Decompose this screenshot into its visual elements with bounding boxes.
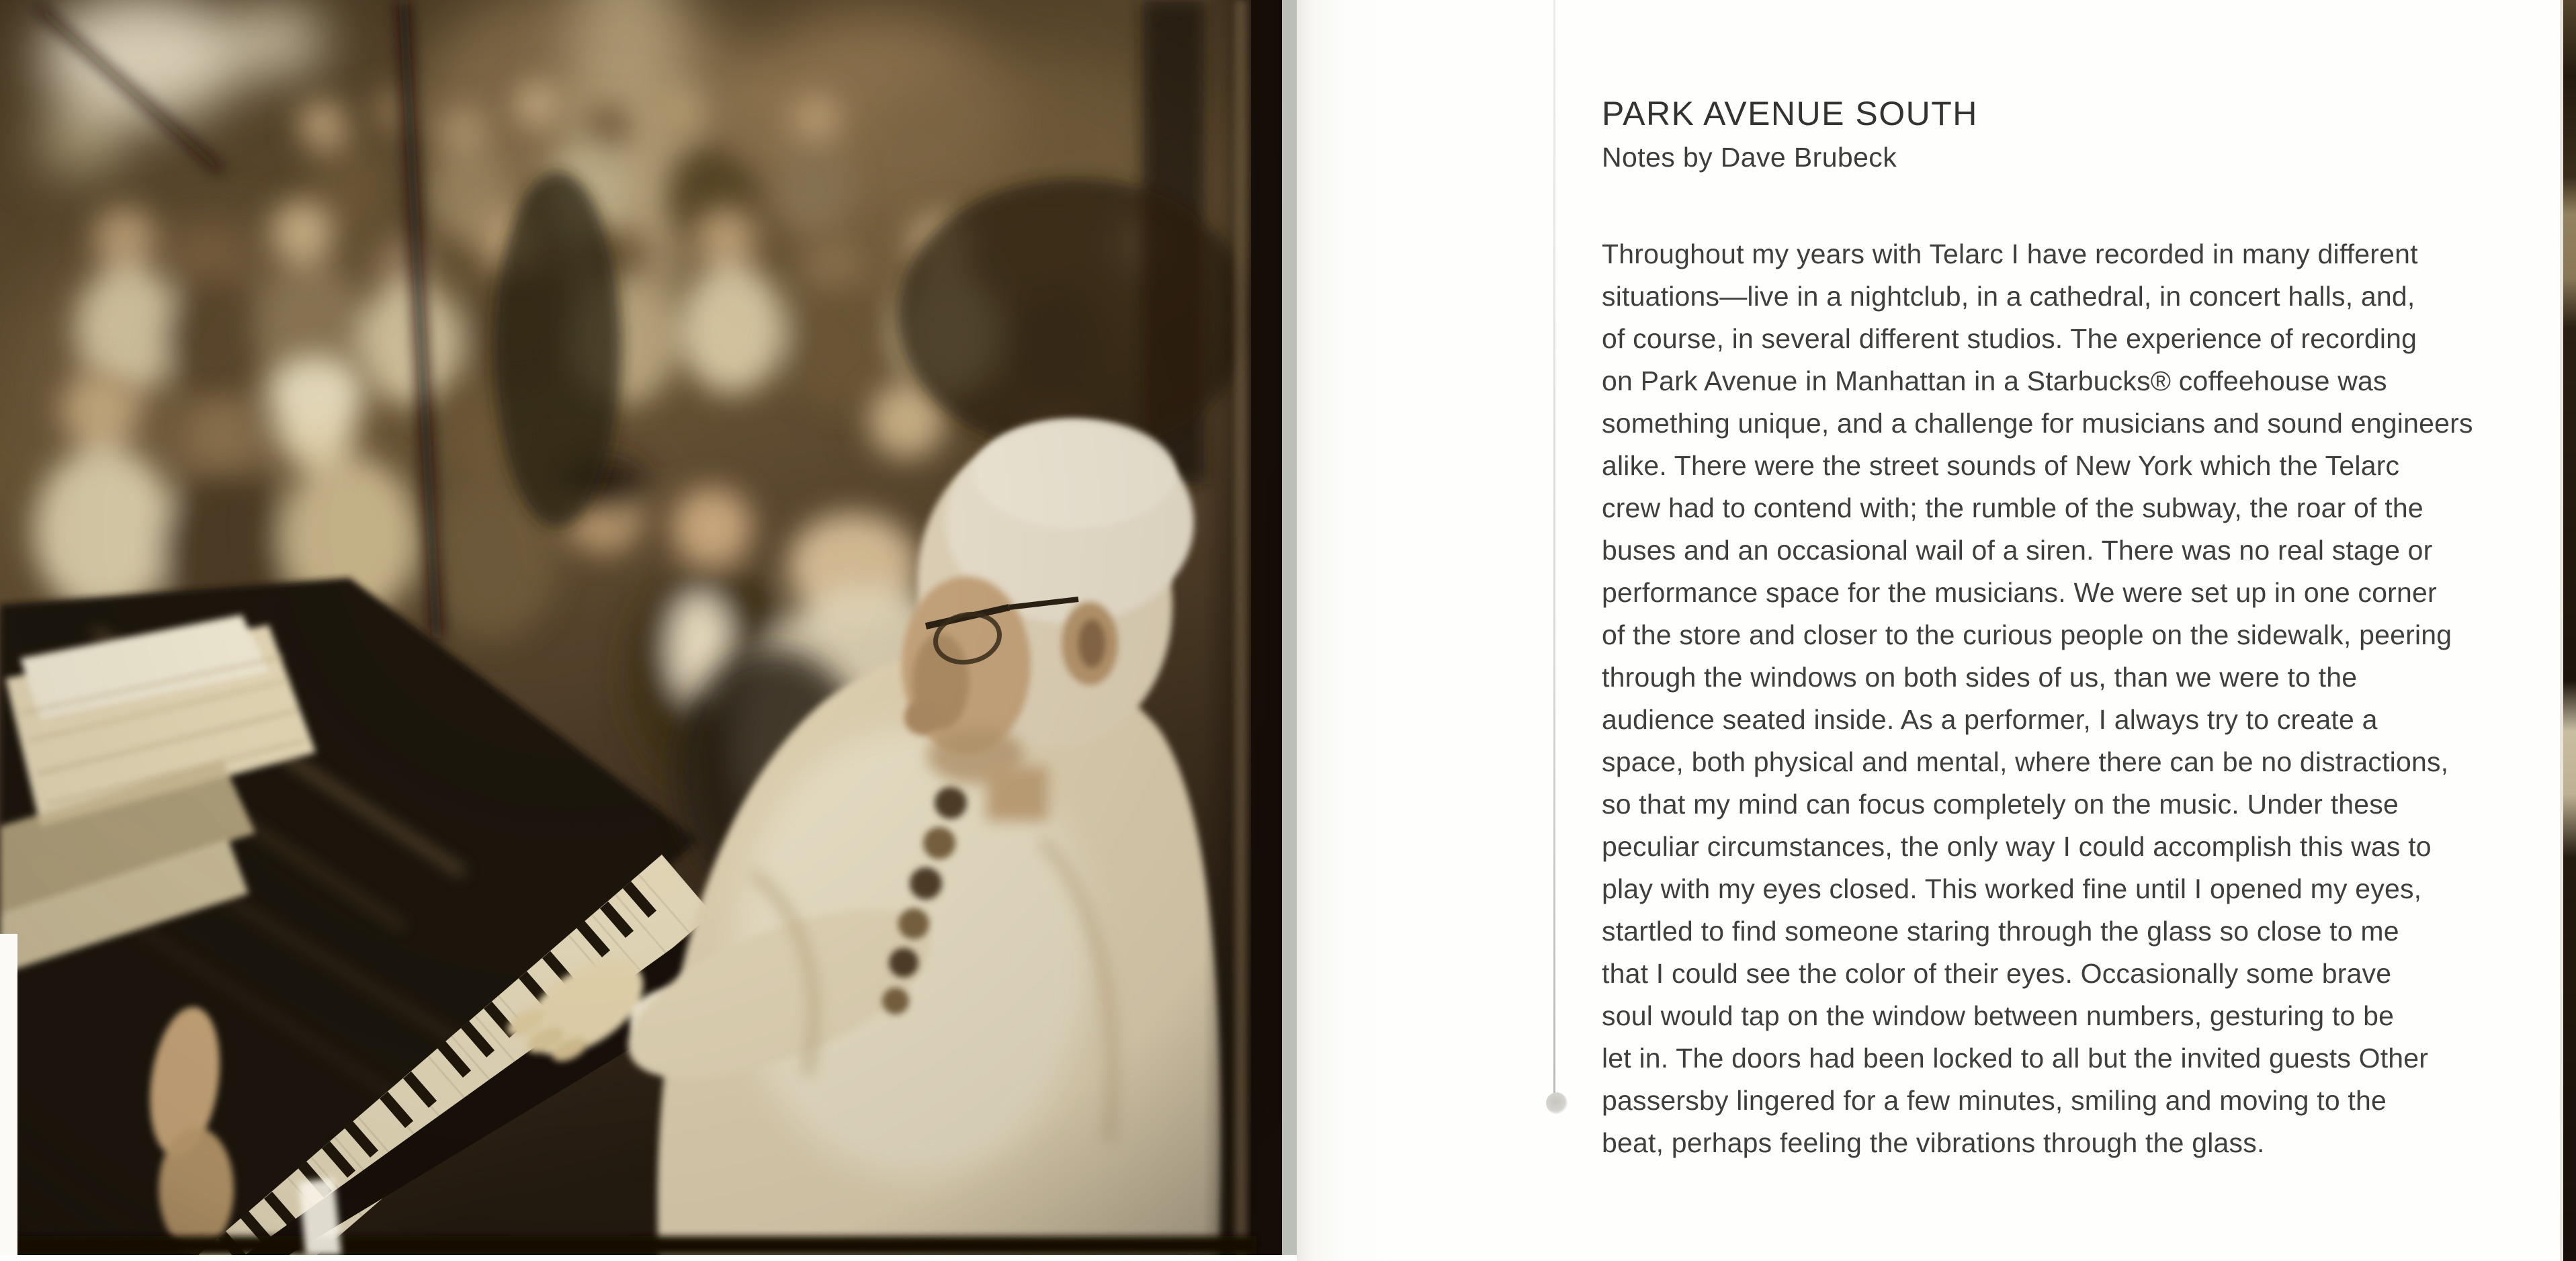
text-line: performance space for the musicians. We were set up in one corner	[1602, 577, 2437, 608]
text-line: beat, perhaps feeling the vibrations through the glass.	[1602, 1127, 2265, 1158]
text-line: of course, in several different studios. The experience of recording	[1602, 323, 2417, 354]
page-subtitle: Notes by Dave Brubeck	[1602, 142, 1897, 173]
page-title: PARK AVENUE SOUTH	[1602, 95, 1978, 132]
text-line: peculiar circumstances, the only way I could accomplish this was to	[1602, 831, 2432, 862]
text-line: on Park Avenue in Manhattan in a Starbucks® coffeehouse was	[1602, 365, 2387, 396]
liner-notes-paragraph	[1602, 233, 2542, 1164]
text-line: that I could see the color of their eyes. Occasionally some brave	[1602, 958, 2392, 989]
text-line: alike. There were the street sounds of New York which the Telarc	[1602, 450, 2400, 481]
text-line: soul would tap on the window between numbers, gesturing to be	[1602, 1000, 2395, 1031]
text-line: so that my mind can focus completely on the music. Under these	[1602, 789, 2399, 820]
page-crease	[1553, 0, 1555, 1102]
text-line: startled to find someone staring through the glass so close to me	[1602, 916, 2399, 947]
text-line: through the windows on both sides of us, than we were to the	[1602, 662, 2358, 693]
text-line: play with my eyes closed. This worked fine until I opened my eyes,	[1602, 873, 2422, 904]
text-line: let in. The doors had been locked to all but the invited guests Other	[1602, 1043, 2429, 1074]
text-line: something unique, and a challenge for musicians and sound engineers	[1602, 408, 2473, 439]
text-line: space, both physical and mental, where there can be no distractions,	[1602, 746, 2449, 777]
photo-right-edge	[1203, 0, 1297, 1255]
text-line: audience seated inside. As a performer, I always try to create a	[1602, 704, 2378, 735]
text-line: crew had to contend with; the rumble of the subway, the roar of the	[1602, 492, 2423, 523]
page-crease-dot	[1546, 1092, 1568, 1114]
text-line: situations—live in a nightclub, in a cathedral, in concert halls, and,	[1602, 281, 2415, 312]
text-line: passersby lingered for a few minutes, smiling and moving to the	[1602, 1085, 2387, 1116]
text-line: Throughout my years with Telarc I have recorded in many different	[1602, 238, 2418, 269]
text-line: buses and an occasional wail of a siren. There was no real stage or	[1602, 535, 2433, 566]
text-line: of the store and closer to the curious people on the sidewalk, peering	[1602, 619, 2452, 650]
booklet-page-edge	[2560, 0, 2576, 1261]
